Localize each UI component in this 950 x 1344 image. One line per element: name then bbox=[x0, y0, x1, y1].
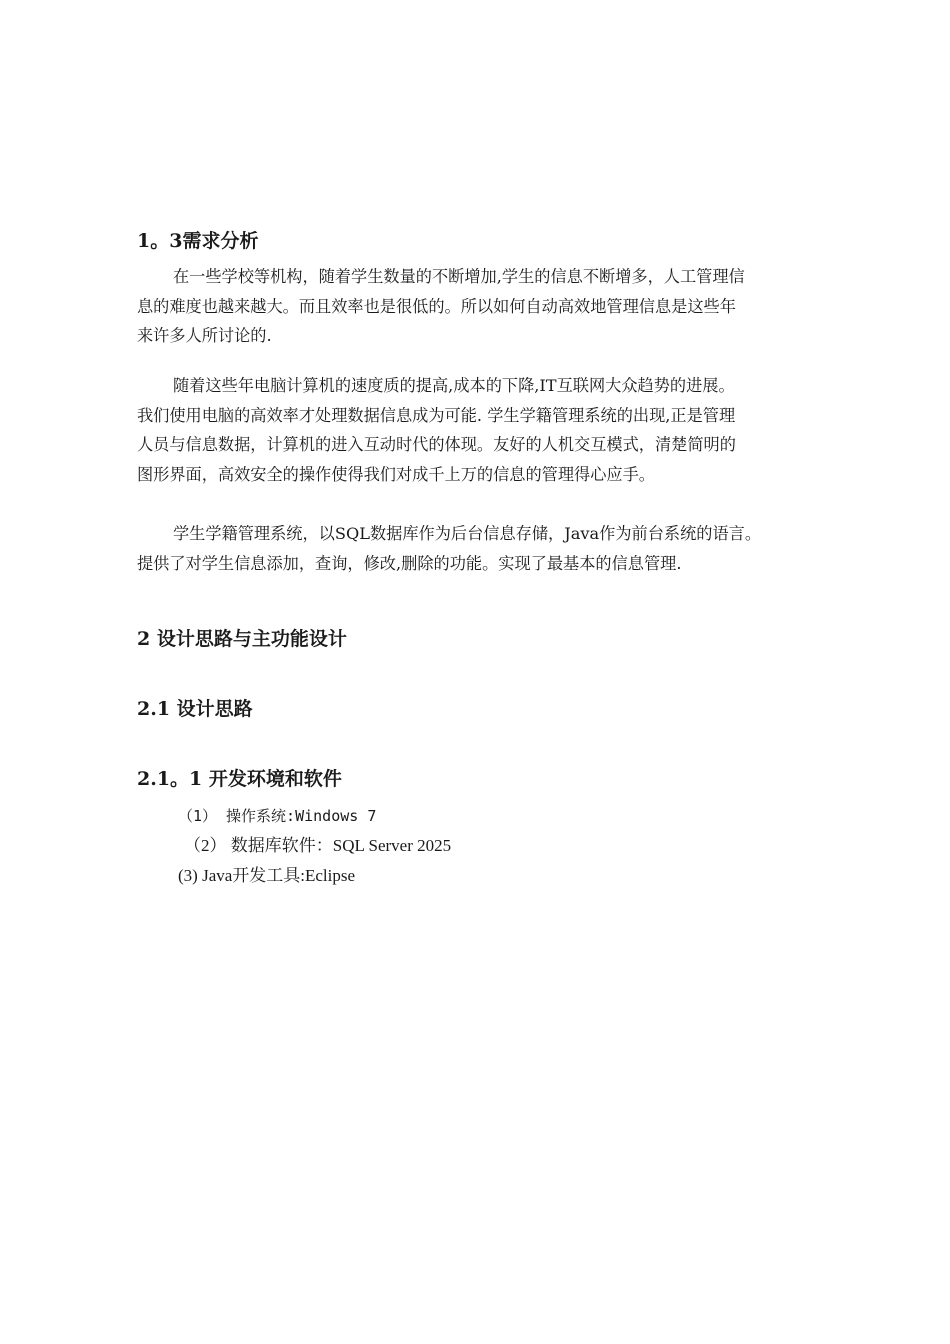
list-item: (3) Java开发工具:Eclipse bbox=[178, 866, 356, 885]
paragraph-line: 学生学籍管理系统，以SQL数据库作为后台信息存储，Java作为前台系统的语言。 bbox=[173, 524, 762, 543]
paragraph-line: 息的难度也越来越大。而且效率也是很低的。所以如何自动高效地管理信息是这些年 bbox=[137, 296, 736, 316]
paragraph-2 bbox=[137, 371, 862, 489]
paragraph-line: 在一些学校等机构，随着学生数量的不断增加,学生的信息不断增多，人工管理信 bbox=[173, 267, 745, 286]
section-heading-2-1: 2.1 设计思路 bbox=[137, 698, 253, 720]
paragraph-line: 提供了对学生信息添加，查询，修改,删除的功能。实现了最基本的信息管理. bbox=[137, 553, 682, 573]
paragraph-1 bbox=[137, 262, 862, 351]
paragraph-3 bbox=[137, 519, 862, 578]
section-heading-2: 2 设计思路与主功能设计 bbox=[137, 628, 347, 650]
paragraph-line: 人员与信息数据，计算机的进入互动时代的体现。友好的人机交互模式，清楚简明的 bbox=[137, 435, 736, 454]
paragraph-line: 图形界面，高效安全的操作使得我们对成千上万的信息的管理得心应手。 bbox=[137, 464, 655, 484]
paragraph-line: 随着这些年电脑计算机的速度质的提高,成本的下降,IT互联网大众趋势的进展。 bbox=[173, 376, 735, 395]
list-item: （1） 操作系统:Windows 7 bbox=[178, 807, 377, 825]
paragraph-line: 来许多人所讨论的. bbox=[137, 326, 272, 345]
paragraph-line: 我们使用电脑的高效率才处理数据信息成为可能. 学生学籍管理系统的出现,正是管理 bbox=[137, 405, 736, 425]
list-item: （2） 数据库软件：SQL Server 2025 bbox=[184, 836, 452, 855]
section-heading-2-1-1: 2.1。1 开发环境和软件 bbox=[137, 768, 342, 790]
section-heading-1-3: 1。3需求分析 bbox=[137, 230, 259, 252]
